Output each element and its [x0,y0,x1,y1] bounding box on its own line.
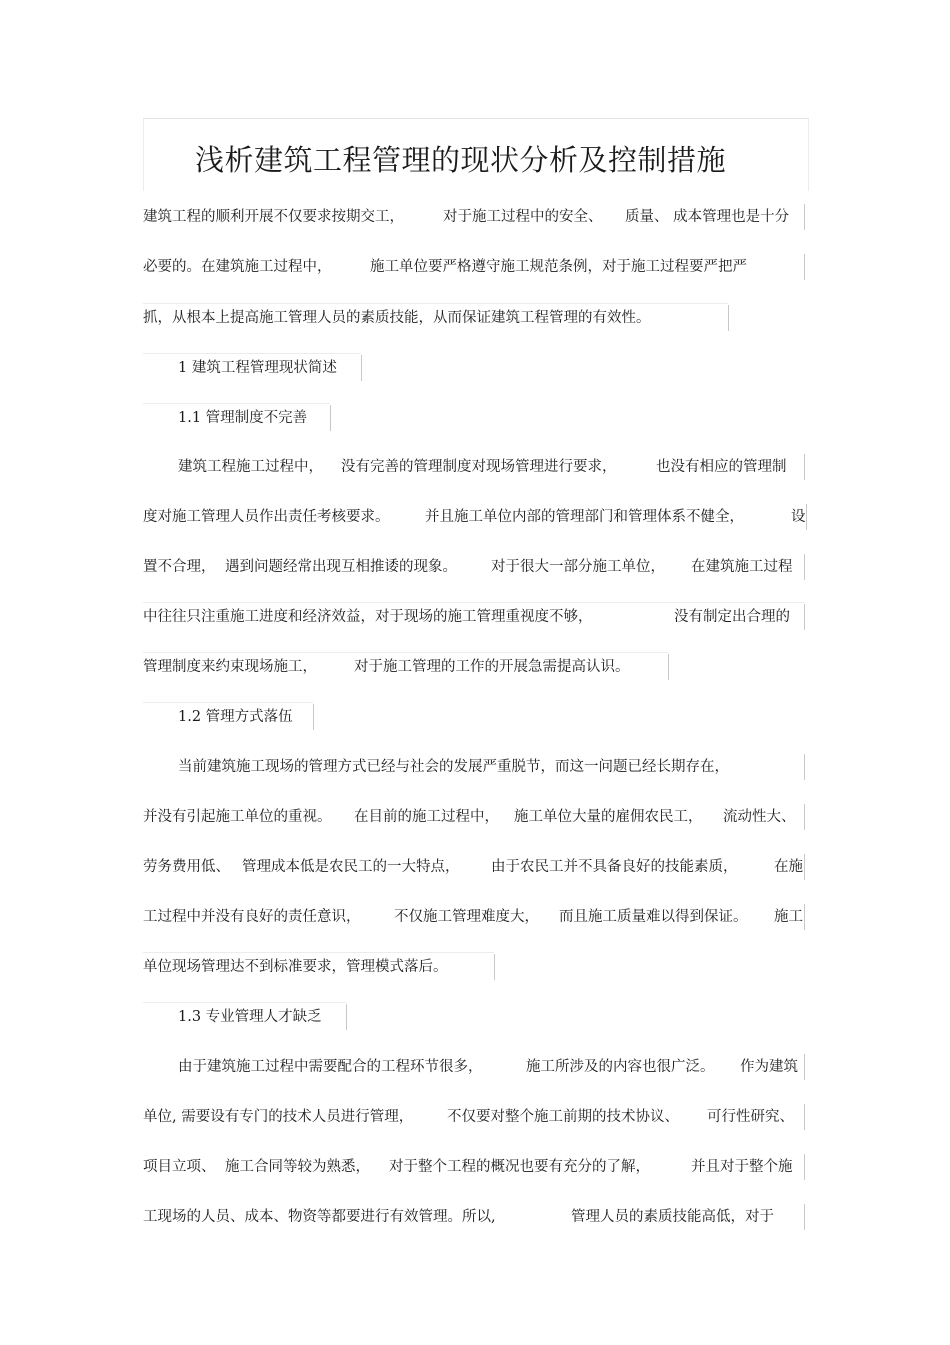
intro-line-1 [143,204,813,230]
subsection-heading-1-1: 1.1 管理制度不完善 [178,410,308,426]
line-marker [804,554,805,580]
text-segment: 不仅要对整个施工前期的技术协议、 [447,1109,679,1125]
line-marker [804,1154,805,1180]
text-segment: 作为建筑 [740,1059,798,1075]
text-segment: 中往往只注重施工进度和经济效益，对于现场的施工管理重视度不够， [143,609,593,625]
p12-line-2 [143,804,803,830]
text-segment: 可行性研究、 [707,1109,794,1125]
line-rule [143,602,804,603]
text-segment: 建筑工程施工过程中， [178,459,323,475]
p13-line-4 [143,1204,803,1230]
text-segment: 抓，从根本上提高施工管理人员的素质技能，从而保证建筑工程管理的有效性。 [143,310,651,326]
text-segment: 单位现场管理达不到标准要求，管理模式落后。 [143,959,448,975]
line-marker [330,405,331,431]
p11-line-1 [143,454,803,480]
text-segment: 管理制度来约束现场施工， [143,659,317,675]
p11-line-4 [143,604,803,630]
line-marker [728,305,729,331]
p13-line-2 [143,1104,803,1130]
p11-line-5 [143,654,668,680]
text-segment: 劳务费用低、 [143,859,230,875]
text-segment: 在目前的施工过程中， [354,809,499,825]
text-segment: 不仅施工管理难度大， [394,909,539,925]
text-segment: 设 [791,509,806,525]
text-segment: 置不合理， [143,559,216,575]
subsection-heading-1-3: 1.3 专业管理人才缺乏 [178,1009,322,1025]
line-marker [346,1004,347,1030]
line-marker [494,954,495,980]
line-marker [804,804,805,830]
text-segment: 施工单位要严格遵守施工规范条例，对于施工过程要严把严 [370,259,747,275]
text-segment: 建筑工程的顺利开展不仅要求按期交工， [143,209,404,225]
intro-line-2 [143,254,803,280]
text-segment: 而且施工质量难以得到保证。 [559,909,748,925]
line-marker [804,204,805,230]
p12-line-5 [143,954,494,980]
text-segment: 没有完善的管理制度对现场管理进行要求， [341,459,617,475]
line-marker [313,704,314,730]
text-segment: 在施 [774,859,803,875]
line-marker [804,1104,805,1130]
text-segment: 并且对于整个施 [691,1159,793,1175]
p12-line-4 [143,904,803,930]
line-marker [806,504,807,530]
p12-line-3 [143,854,803,880]
line-rule [143,303,728,304]
line-marker [804,254,805,280]
line-marker [804,1204,805,1230]
text-segment: 并且施工单位内部的管理部门和管理体系不健全， [425,509,744,525]
p13-line-3 [143,1154,803,1180]
text-segment: 并没有引起施工单位的重视。 [143,809,332,825]
line-rule [143,952,494,953]
text-segment: 由于农民工并不具备良好的技能素质， [491,859,738,875]
text-segment: 管理人员的素质技能高低，对于 [571,1209,774,1225]
line-rule [143,652,668,653]
p13-line-1 [143,1054,803,1080]
line-rule [143,353,361,354]
line-marker [668,654,669,680]
text-segment: 由于建筑施工过程中需要配合的工程环节很多， [178,1059,483,1075]
text-segment: 管理成本低是农民工的一大特点， [242,859,460,875]
text-segment: 质量、 成本管理也是十分 [625,209,790,225]
text-segment: 遇到问题经常出现互相推诿的现象。 [225,559,457,575]
line-marker [361,355,362,381]
line-marker [804,754,805,780]
text-segment: 度对施工管理人员作出责任考核要求。 [143,509,390,525]
text-segment: 当前建筑施工现场的管理方式已经与社会的发展严重脱节，而这一问题已经长期存在， [178,759,729,775]
line-rule [143,1002,346,1003]
p12-line-1 [143,754,803,780]
text-segment: 施工所涉及的内容也很广泛。 [526,1059,715,1075]
line-marker [804,904,805,930]
text-segment: 必要的。在建筑施工过程中， [143,259,332,275]
p11-line-3 [143,554,803,580]
text-segment: 对于施工管理的工作的开展急需提高认识。 [354,659,630,675]
text-segment: 对于很大一部分施工单位， [491,559,665,575]
line-marker [804,454,805,480]
document-title: 浅析建筑工程管理的现状分析及控制措施 [195,143,727,177]
text-segment: 也没有相应的管理制 [656,459,787,475]
text-segment: 对于施工过程中的安全、 [443,209,603,225]
line-marker [804,1054,805,1080]
text-segment: 工现场的人员、成本、物资等都要进行有效管理。所以, [143,1209,496,1225]
text-segment: 施工合同等较为熟悉， [225,1159,370,1175]
text-segment: 工过程中并没有良好的责任意识， [143,909,361,925]
text-segment: 在建筑施工过程 [691,559,793,575]
line-marker [804,604,805,630]
text-segment: 施工单位大量的雇佣农民工， [514,809,703,825]
text-segment: 没有制定出合理的 [674,609,790,625]
text-segment: 项目立项、 [143,1159,216,1175]
line-marker [804,854,805,880]
intro-line-3 [143,305,728,331]
section-heading-1: 1 建筑工程管理现状简述 [178,360,337,376]
line-rule [143,403,330,404]
line-rule [143,702,313,703]
text-segment: 对于整个工程的概况也要有充分的了解， [389,1159,650,1175]
text-segment: 施工 [774,909,803,925]
text-segment: 单位, 需要设有专门的技术人员进行管理， [143,1109,414,1125]
p11-line-2 [143,504,808,530]
text-segment: 流动性大、 [723,809,796,825]
subsection-heading-1-2: 1.2 管理方式落伍 [178,709,293,725]
